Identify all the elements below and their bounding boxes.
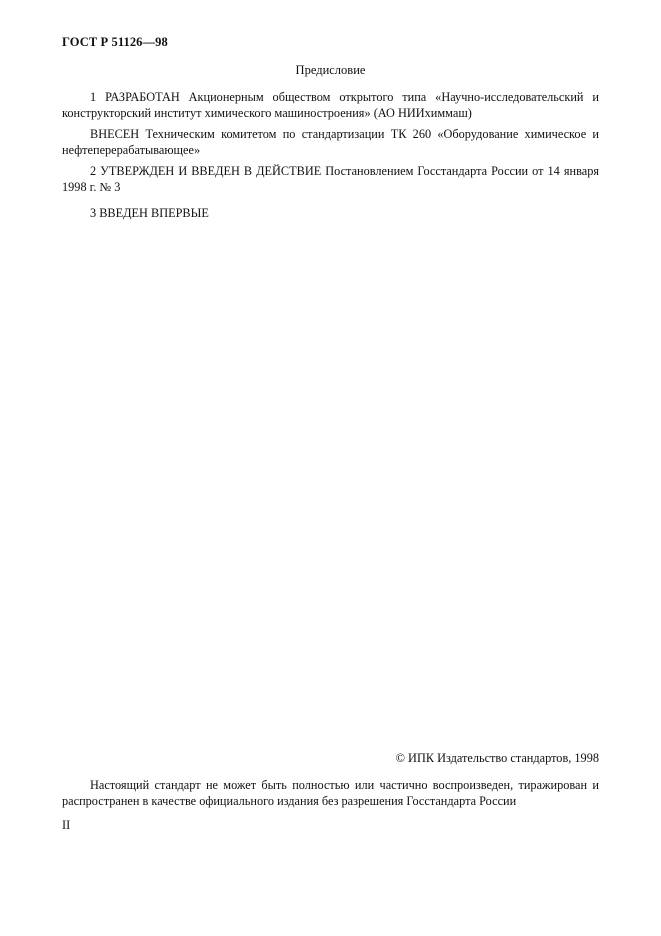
reproduction-notice: Настоящий стандарт не может быть полностью или частично воспроизведен, тиражирован и распространен в качестве официального издания без разрешения Госстандарта России bbox=[62, 778, 599, 808]
paragraph-introduced-by: ВНЕСЕН Техническим комитетом по стандартизации ТК 260 «Оборудование химическое и нефтеперерабатывающее» bbox=[62, 127, 599, 157]
page-number: II bbox=[62, 818, 71, 832]
paragraph-first-introduced: 3 ВВЕДЕН ВПЕРВЫЕ bbox=[90, 206, 209, 220]
section-title: Предисловие bbox=[295, 63, 366, 77]
copyright-line: © ИПК Издательство стандартов, 1998 bbox=[395, 751, 599, 765]
paragraph-approved: 2 УТВЕРЖДЕН И ВВЕДЕН В ДЕЙСТВИЕ Постановлением Госстандарта России от 14 января 1998 г. № 3 bbox=[62, 164, 599, 194]
paragraph-developed-by: 1 РАЗРАБОТАН Акционерным обществом открытого типа «Научно-исследовательский и конструкторский институт химического машиностроения» (АО НИИхиммаш) bbox=[62, 90, 599, 120]
document-header: ГОСТ Р 51126—98 bbox=[62, 35, 168, 49]
